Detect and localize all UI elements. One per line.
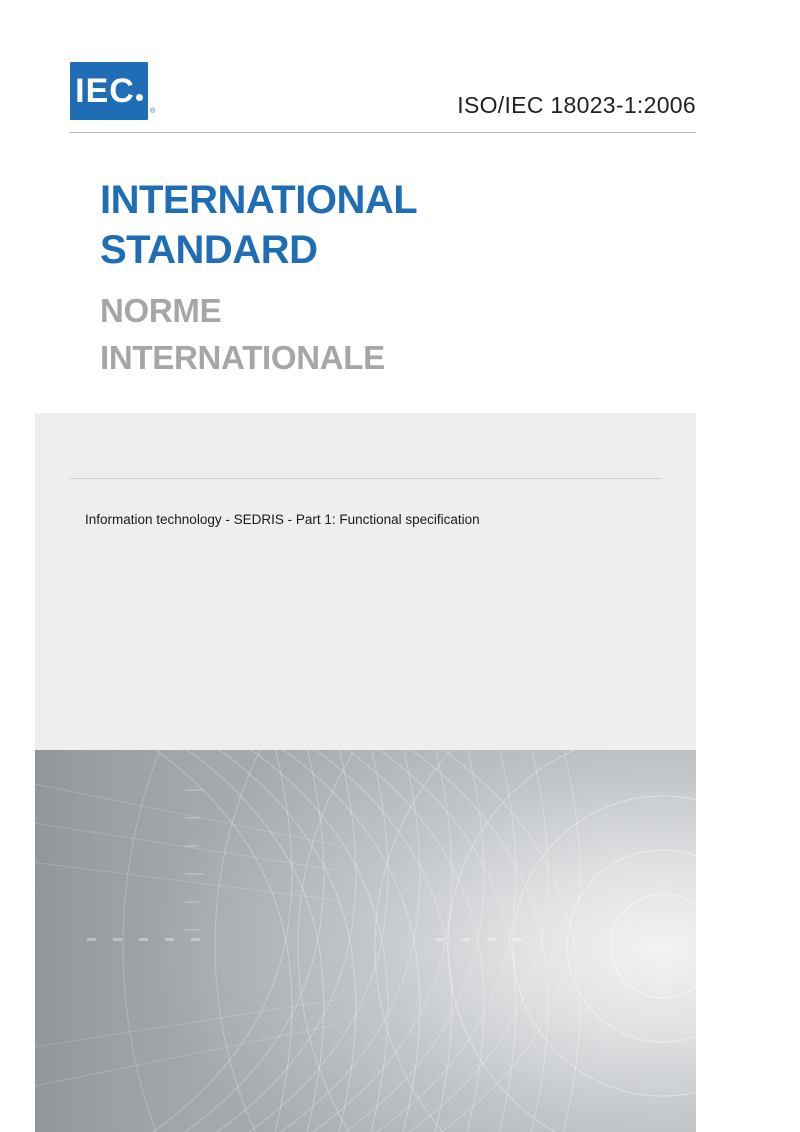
title-english-line1: INTERNATIONAL [100, 178, 418, 222]
subject-panel [35, 413, 696, 750]
registered-mark: ® [150, 108, 156, 115]
page-header [70, 62, 696, 138]
document-subject: Information technology - SEDRIS - Part 1: Functional specification [85, 512, 480, 527]
iec-logo [70, 62, 148, 120]
title-french-line2: INTERNATIONALE [100, 339, 385, 376]
title-french-line1: NORME [100, 292, 222, 329]
cover-graphic-svg [35, 750, 696, 1132]
standard-reference: ISO/IEC 18023-1:2006 [457, 92, 696, 118]
iec-logo-dot [136, 94, 143, 101]
title-french [100, 287, 700, 381]
subject-divider [70, 478, 661, 479]
title-english-line2: STANDARD [100, 228, 318, 272]
cover-graphic [35, 750, 696, 1132]
title-english [100, 175, 700, 275]
iec-logo-text: IEC [75, 72, 135, 110]
header-divider [70, 132, 696, 133]
